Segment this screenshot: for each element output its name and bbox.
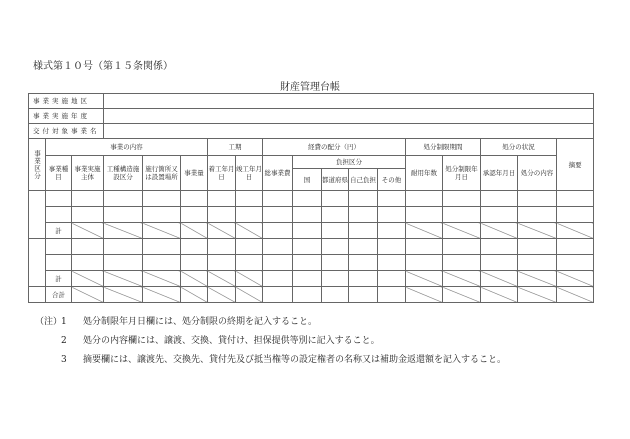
input-cell[interactable]	[263, 223, 293, 239]
header-row-groups	[29, 139, 594, 156]
info-label: 事業実施地区	[29, 94, 104, 109]
input-cell[interactable]	[406, 255, 443, 271]
info-label: 交付対象事業名	[29, 124, 104, 139]
header-end-date: 竣工年月日	[236, 156, 263, 191]
input-cell[interactable]	[72, 239, 104, 255]
input-cell[interactable]	[406, 191, 443, 207]
info-row-year	[29, 109, 594, 124]
disabled-cell	[104, 271, 143, 287]
disabled-cell	[72, 223, 104, 239]
header-status-group: 処分の状況	[481, 139, 557, 156]
input-cell[interactable]	[104, 255, 143, 271]
input-cell[interactable]	[349, 255, 378, 271]
input-cell[interactable]	[378, 271, 406, 287]
input-cell[interactable]	[236, 239, 263, 255]
notes	[35, 313, 506, 370]
input-cell[interactable]	[293, 239, 322, 255]
input-cell[interactable]	[236, 255, 263, 271]
disabled-cell	[181, 271, 208, 287]
input-cell[interactable]	[208, 207, 236, 223]
input-cell[interactable]	[518, 239, 557, 255]
category-cell[interactable]	[29, 239, 46, 287]
input-cell[interactable]	[443, 239, 481, 255]
input-cell[interactable]	[293, 207, 322, 223]
input-cell[interactable]	[208, 255, 236, 271]
input-cell[interactable]	[293, 287, 322, 303]
input-cell[interactable]	[481, 239, 518, 255]
input-cell[interactable]	[322, 271, 349, 287]
disabled-cell	[443, 271, 481, 287]
note-text: 摘要欄には、譲渡先、交換先、貸付先及び抵当権等の設定権者の名称又は補助金返還額を記入すること。	[83, 355, 507, 365]
input-cell[interactable]	[557, 207, 594, 223]
input-cell[interactable]	[322, 191, 349, 207]
header-burden-group: 負担区分	[293, 156, 406, 169]
disabled-cell	[208, 271, 236, 287]
category-cell[interactable]	[29, 191, 46, 239]
header-implementer: 事業実施主体	[72, 156, 104, 191]
header-useful-life: 耐用年数	[406, 156, 443, 191]
disabled-cell	[518, 271, 557, 287]
disabled-cell	[406, 223, 443, 239]
disabled-cell	[236, 223, 263, 239]
disabled-cell	[236, 271, 263, 287]
header-other: その他	[378, 169, 406, 191]
disabled-cell	[72, 287, 104, 303]
header-business-type: 事業種目	[46, 156, 72, 191]
input-cell[interactable]	[46, 207, 72, 223]
input-cell[interactable]	[406, 239, 443, 255]
subtotal-label: 計	[46, 271, 72, 287]
input-cell[interactable]	[322, 255, 349, 271]
subtotal-row	[29, 223, 594, 239]
header-limit-date: 処分制限年月日	[443, 156, 481, 191]
note-item	[35, 313, 506, 332]
disabled-cell	[143, 271, 181, 287]
input-cell[interactable]	[72, 191, 104, 207]
input-cell[interactable]	[349, 271, 378, 287]
input-cell[interactable]	[181, 239, 208, 255]
table-row	[29, 191, 594, 207]
input-cell[interactable]	[518, 255, 557, 271]
input-cell[interactable]	[263, 287, 293, 303]
input-cell[interactable]	[443, 255, 481, 271]
input-cell[interactable]	[557, 191, 594, 207]
input-cell[interactable]	[349, 223, 378, 239]
disabled-cell	[443, 223, 481, 239]
info-row-project-name	[29, 124, 594, 139]
header-remarks: 摘要	[557, 139, 594, 191]
input-cell[interactable]	[208, 191, 236, 207]
info-value-field[interactable]	[104, 94, 594, 109]
disabled-cell	[236, 287, 263, 303]
input-cell[interactable]	[378, 239, 406, 255]
input-cell[interactable]	[263, 239, 293, 255]
input-cell[interactable]	[293, 223, 322, 239]
input-cell[interactable]	[322, 287, 349, 303]
input-cell[interactable]	[406, 207, 443, 223]
disabled-cell	[406, 287, 443, 303]
disabled-cell	[104, 287, 143, 303]
header-quantity: 事業量	[181, 156, 208, 191]
input-cell[interactable]	[481, 207, 518, 223]
table-row	[29, 239, 594, 255]
input-cell[interactable]	[72, 207, 104, 223]
header-period-group: 工期	[208, 139, 263, 156]
disabled-cell	[406, 271, 443, 287]
disabled-cell	[208, 287, 236, 303]
input-cell[interactable]	[181, 207, 208, 223]
total-label: 合計	[46, 287, 72, 303]
input-cell[interactable]	[557, 239, 594, 255]
input-cell[interactable]	[293, 255, 322, 271]
input-cell[interactable]	[378, 207, 406, 223]
disabled-cell	[208, 223, 236, 239]
header-total-cost: 総事業費	[263, 156, 293, 191]
input-cell[interactable]	[518, 207, 557, 223]
input-cell[interactable]	[143, 255, 181, 271]
note-number: 1	[61, 317, 67, 327]
disabled-cell	[143, 223, 181, 239]
input-cell[interactable]	[481, 191, 518, 207]
note-number: 2	[61, 336, 67, 346]
input-cell[interactable]	[293, 191, 322, 207]
property-ledger-table	[28, 93, 594, 303]
header-content-group: 事業の内容	[46, 139, 208, 156]
input-cell[interactable]	[104, 239, 143, 255]
input-cell[interactable]	[263, 207, 293, 223]
input-cell[interactable]	[263, 255, 293, 271]
input-cell[interactable]	[378, 287, 406, 303]
input-cell[interactable]	[181, 255, 208, 271]
disabled-cell	[518, 223, 557, 239]
input-cell[interactable]	[443, 207, 481, 223]
input-cell[interactable]	[481, 255, 518, 271]
data-body	[29, 191, 594, 303]
header-category: 事業区分	[29, 139, 46, 191]
total-row	[29, 287, 594, 303]
note-text: 処分の内容欄には、譲渡、交換、貸付け、担保提供等別に記入すること。	[83, 336, 380, 346]
input-cell[interactable]	[349, 287, 378, 303]
header-location: 施行箇所又は設置場所	[143, 156, 181, 191]
subtotal-label: 計	[46, 223, 72, 239]
note-item	[35, 332, 506, 351]
disabled-cell	[181, 223, 208, 239]
info-value-field[interactable]	[104, 124, 594, 139]
input-cell[interactable]	[208, 239, 236, 255]
input-cell[interactable]	[143, 191, 181, 207]
disabled-cell	[104, 223, 143, 239]
disabled-cell	[481, 287, 518, 303]
input-cell[interactable]	[349, 239, 378, 255]
input-cell[interactable]	[322, 207, 349, 223]
subtotal-row	[29, 271, 594, 287]
disabled-cell	[557, 287, 594, 303]
input-cell[interactable]	[143, 239, 181, 255]
header-prefecture: 都道府県	[322, 169, 349, 191]
input-cell[interactable]	[72, 255, 104, 271]
input-cell[interactable]	[46, 239, 72, 255]
note-text: 処分制限年月日欄には、処分制限の終期を記入すること。	[83, 317, 318, 327]
header-row-sub	[29, 156, 594, 169]
info-value-field[interactable]	[104, 109, 594, 124]
input-cell[interactable]	[322, 239, 349, 255]
header-national: 国	[293, 169, 322, 191]
input-cell[interactable]	[46, 255, 72, 271]
header-start-date: 着工年月日	[208, 156, 236, 191]
input-cell[interactable]	[518, 191, 557, 207]
note-number: 3	[61, 355, 67, 365]
disabled-cell	[72, 271, 104, 287]
category-cell[interactable]	[29, 287, 46, 303]
disabled-cell	[481, 223, 518, 239]
input-cell[interactable]	[378, 191, 406, 207]
disabled-cell	[143, 287, 181, 303]
input-cell[interactable]	[181, 191, 208, 207]
input-cell[interactable]	[443, 191, 481, 207]
input-cell[interactable]	[236, 207, 263, 223]
table-row	[29, 255, 594, 271]
input-cell[interactable]	[46, 191, 72, 207]
disabled-cell	[181, 287, 208, 303]
note-item	[35, 351, 506, 370]
input-cell[interactable]	[293, 271, 322, 287]
disabled-cell	[518, 287, 557, 303]
header-work-type: 工種構造施設区分	[104, 156, 143, 191]
input-cell[interactable]	[104, 207, 143, 223]
header-self: 自己負担	[349, 169, 378, 191]
disabled-cell	[481, 271, 518, 287]
input-cell[interactable]	[143, 207, 181, 223]
input-cell[interactable]	[263, 271, 293, 287]
page-title: 財産管理台帳	[280, 82, 340, 93]
input-cell[interactable]	[378, 223, 406, 239]
input-cell[interactable]	[104, 191, 143, 207]
header-approval-date: 承認年月日	[481, 156, 518, 191]
disabled-cell	[557, 271, 594, 287]
header-disposal-content: 処分の内容	[518, 156, 557, 191]
input-cell[interactable]	[349, 191, 378, 207]
table-row	[29, 207, 594, 223]
notes-prefix: （注）	[35, 317, 63, 327]
disabled-cell	[557, 223, 594, 239]
input-cell[interactable]	[557, 255, 594, 271]
input-cell[interactable]	[378, 255, 406, 271]
input-cell[interactable]	[236, 191, 263, 207]
header-cost-group: 経費の配分（円）	[263, 139, 406, 156]
input-cell[interactable]	[322, 223, 349, 239]
header-limit-group: 処分制限期間	[406, 139, 481, 156]
info-row-district	[29, 94, 594, 109]
form-number: 様式第１０号（第１５条関係）	[33, 61, 173, 72]
input-cell[interactable]	[263, 191, 293, 207]
disabled-cell	[443, 287, 481, 303]
info-label: 事業実施年度	[29, 109, 104, 124]
input-cell[interactable]	[349, 207, 378, 223]
